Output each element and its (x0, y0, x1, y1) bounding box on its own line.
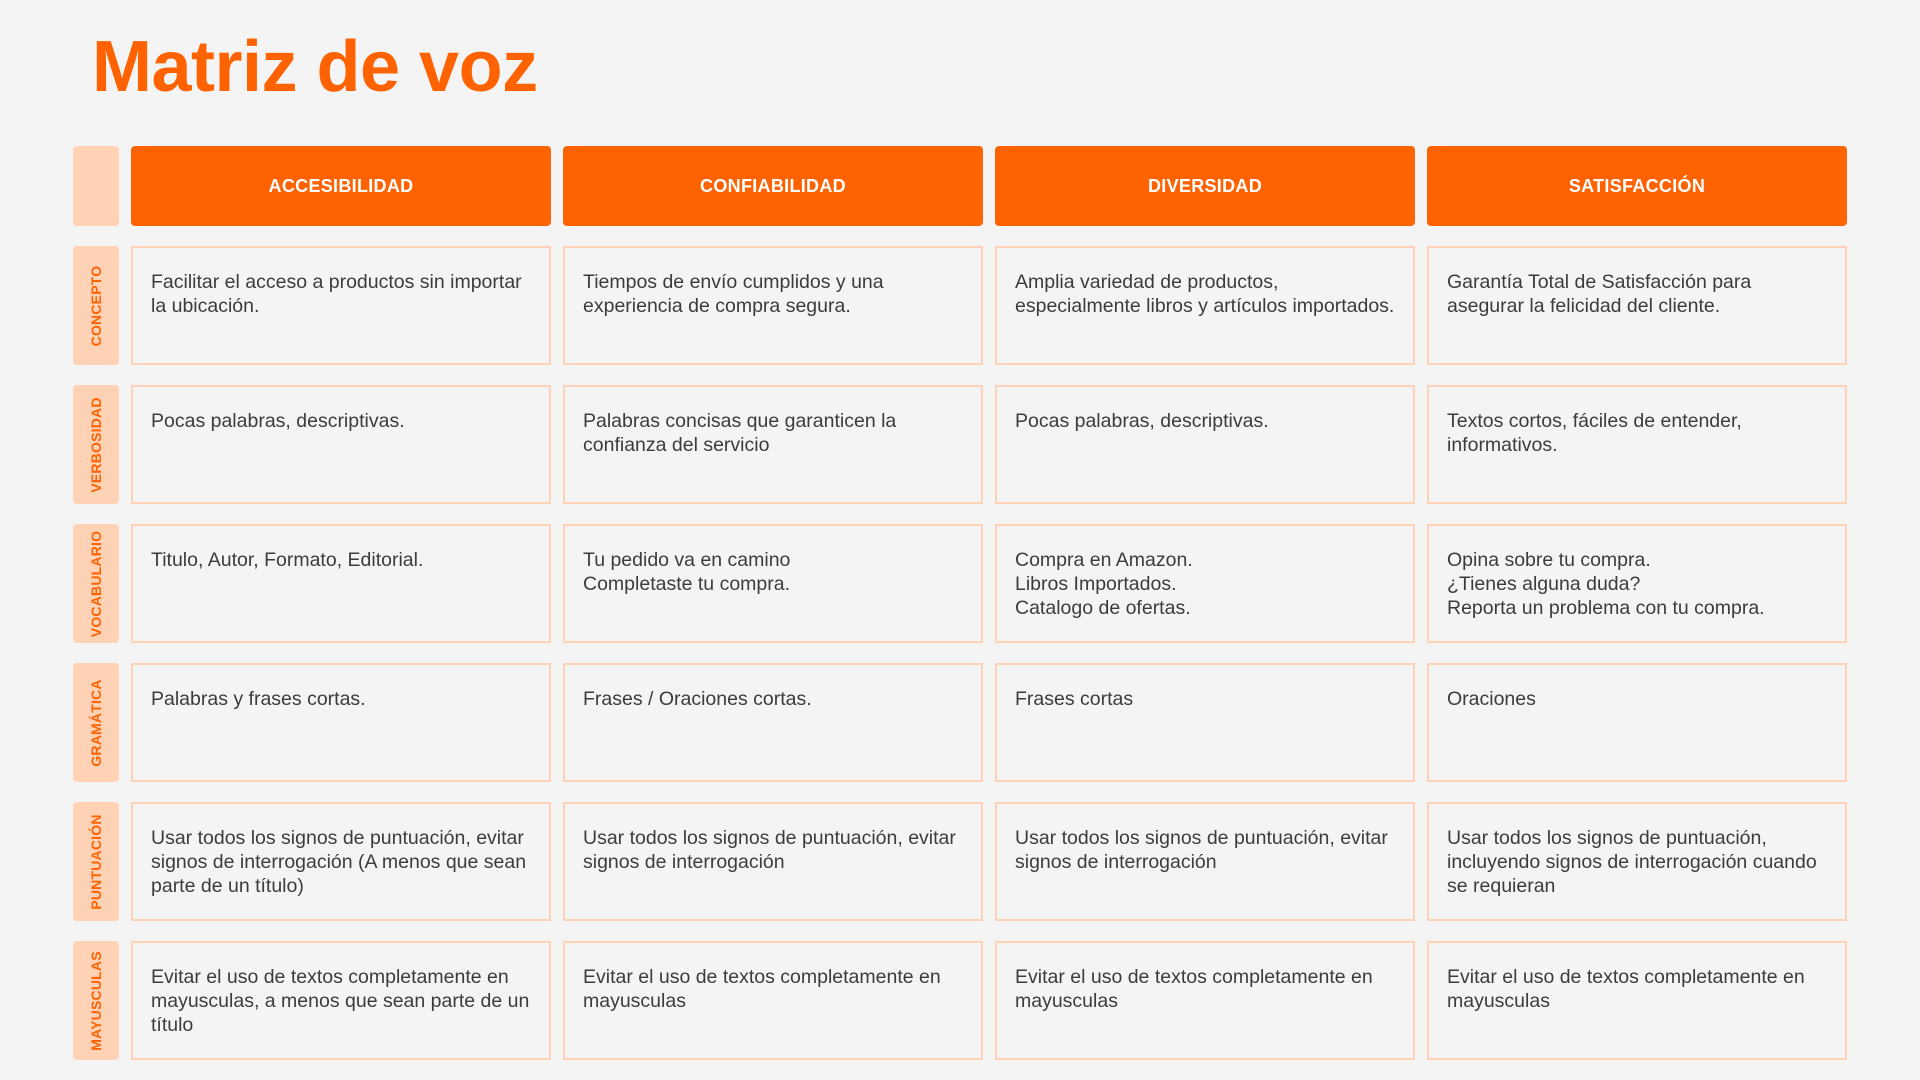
matrix-cell: Pocas palabras, descriptivas. (995, 385, 1415, 504)
matrix-corner (73, 146, 119, 226)
matrix-cell: Frases / Oraciones cortas. (563, 663, 983, 782)
matrix-cell: Evitar el uso de textos completamente en mayusculas (563, 941, 983, 1060)
row-header-vocabulario (73, 524, 119, 643)
matrix-cell: Usar todos los signos de puntuación, evitar signos de interrogación (995, 802, 1415, 921)
matrix-cell: Textos cortos, fáciles de entender, informativos. (1427, 385, 1847, 504)
row-header-puntuacion (73, 802, 119, 921)
matrix-cell: Oraciones (1427, 663, 1847, 782)
matrix-cell: Opina sobre tu compra. ¿Tienes alguna duda? Reporta un problema con tu compra. (1427, 524, 1847, 643)
row-label: GRAMÁTICA (88, 678, 104, 767)
matrix-cell: Evitar el uso de textos completamente en mayusculas (1427, 941, 1847, 1060)
matrix-cell: Frases cortas (995, 663, 1415, 782)
row-header-concepto (73, 246, 119, 365)
row-header-verbosidad (73, 385, 119, 504)
column-header-diversidad: DIVERSIDAD (995, 146, 1415, 226)
page-title: Matriz de voz (92, 27, 538, 107)
column-header-confiabilidad: CONFIABILIDAD (563, 146, 983, 226)
matrix-cell: Evitar el uso de textos completamente en mayusculas, a menos que sean parte de un título (131, 941, 551, 1060)
row-label: CONCEPTO (88, 265, 104, 346)
matrix-cell: Pocas palabras, descriptivas. (131, 385, 551, 504)
matrix-cell: Garantía Total de Satisfacción para asegurar la felicidad del cliente. (1427, 246, 1847, 365)
matrix-cell: Titulo, Autor, Formato, Editorial. (131, 524, 551, 643)
matrix-cell: Usar todos los signos de puntuación, evitar signos de interrogación (563, 802, 983, 921)
matrix-cell: Tiempos de envío cumplidos y una experiencia de compra segura. (563, 246, 983, 365)
matrix-cell: Facilitar el acceso a productos sin importar la ubicación. (131, 246, 551, 365)
row-label: PUNTUACIÓN (88, 813, 104, 910)
matrix-cell: Evitar el uso de textos completamente en mayusculas (995, 941, 1415, 1060)
row-label: VOCABULARIO (88, 530, 104, 637)
row-header-gramatica (73, 663, 119, 782)
matrix-cell: Compra en Amazon. Libros Importados. Catalogo de ofertas. (995, 524, 1415, 643)
matrix-cell: Palabras concisas que garanticen la confianza del servicio (563, 385, 983, 504)
row-label: VERBOSIDAD (88, 396, 104, 493)
column-header-satisfaccion: SATISFACCIÓN (1427, 146, 1847, 226)
voice-matrix (73, 146, 1847, 1060)
column-header-accesibilidad: ACCESIBILIDAD (131, 146, 551, 226)
matrix-cell: Usar todos los signos de puntuación, incluyendo signos de interrogación cuando se requieran (1427, 802, 1847, 921)
matrix-cell: Usar todos los signos de puntuación, evitar signos de interrogación (A menos que sean parte de un título) (131, 802, 551, 921)
matrix-cell: Palabras y frases cortas. (131, 663, 551, 782)
matrix-cell: Tu pedido va en camino Completaste tu compra. (563, 524, 983, 643)
row-label: MAYUSCULAS (88, 950, 104, 1051)
matrix-cell: Amplia variedad de productos, especialmente libros y artículos importados. (995, 246, 1415, 365)
row-header-mayusculas (73, 941, 119, 1060)
